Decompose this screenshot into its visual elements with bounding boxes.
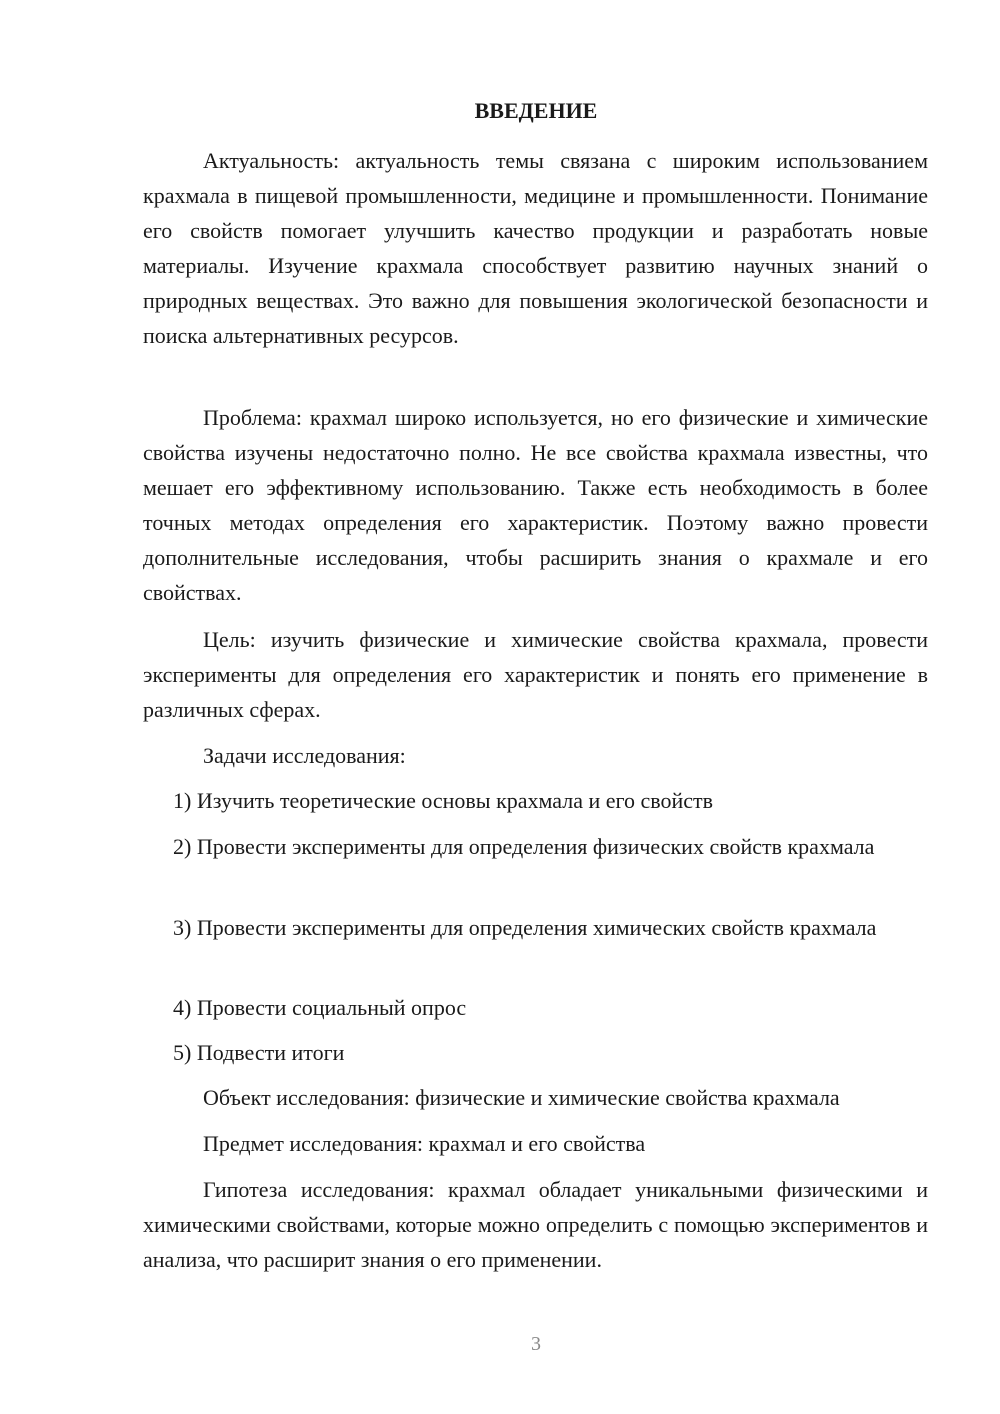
section-heading: ВВЕДЕНИЕ	[474, 98, 598, 123]
task-item-4: 4) Провести социальный опрос	[173, 995, 467, 1020]
task-item-1: 1) Изучить теоретические основы крахмала и его свойств	[173, 788, 714, 813]
problem-paragraph: Проблема: крахмал широко используется, но его физические и химические свойства изучены недостаточно полно. Не все свойства крахмала известны, что мешает его эффективному использованию. Также есть необходимость в более точных методах определения его характеристик. Поэтому важно провести дополнительные исследования, чтобы расширить знания о крахмале и его свойствах.	[143, 405, 928, 605]
research-subject: Предмет исследования: крахмал и его свойства	[203, 1131, 646, 1156]
page-number: 3	[531, 1333, 541, 1355]
task-item-2: 2) Провести эксперименты для определения физических свойств крахмала	[173, 834, 875, 859]
hypothesis-paragraph: Гипотеза исследования: крахмал обладает уникальными физическими и химическими свойствами, которые можно определить с помощью экспериментов и анализа, что расширит знания о его применении.	[143, 1177, 928, 1272]
relevance-paragraph: Актуальность: актуальность темы связана с широким использованием крахмала в пищевой промышленности, медицине и промышленности. Понимание его свойств помогает улучшить качество продукции и разработать новые материалы. Изучение крахмала способствует развитию научных знаний о природных веществах. Это важно для повышения экологической безопасности и поиска альтернативных ресурсов.	[143, 148, 928, 348]
task-item-3: 3) Провести эксперименты для определения химических свойств крахмала	[173, 915, 877, 940]
task-item-5: 5) Подвести итоги	[173, 1040, 345, 1065]
goal-paragraph: Цель: изучить физические и химические свойства крахмала, провести эксперименты для определения его характеристик и понять его применение в различных сферах.	[143, 627, 928, 722]
research-object: Объект исследования: физические и химические свойства крахмала	[203, 1085, 840, 1110]
tasks-title: Задачи исследования:	[203, 743, 406, 768]
